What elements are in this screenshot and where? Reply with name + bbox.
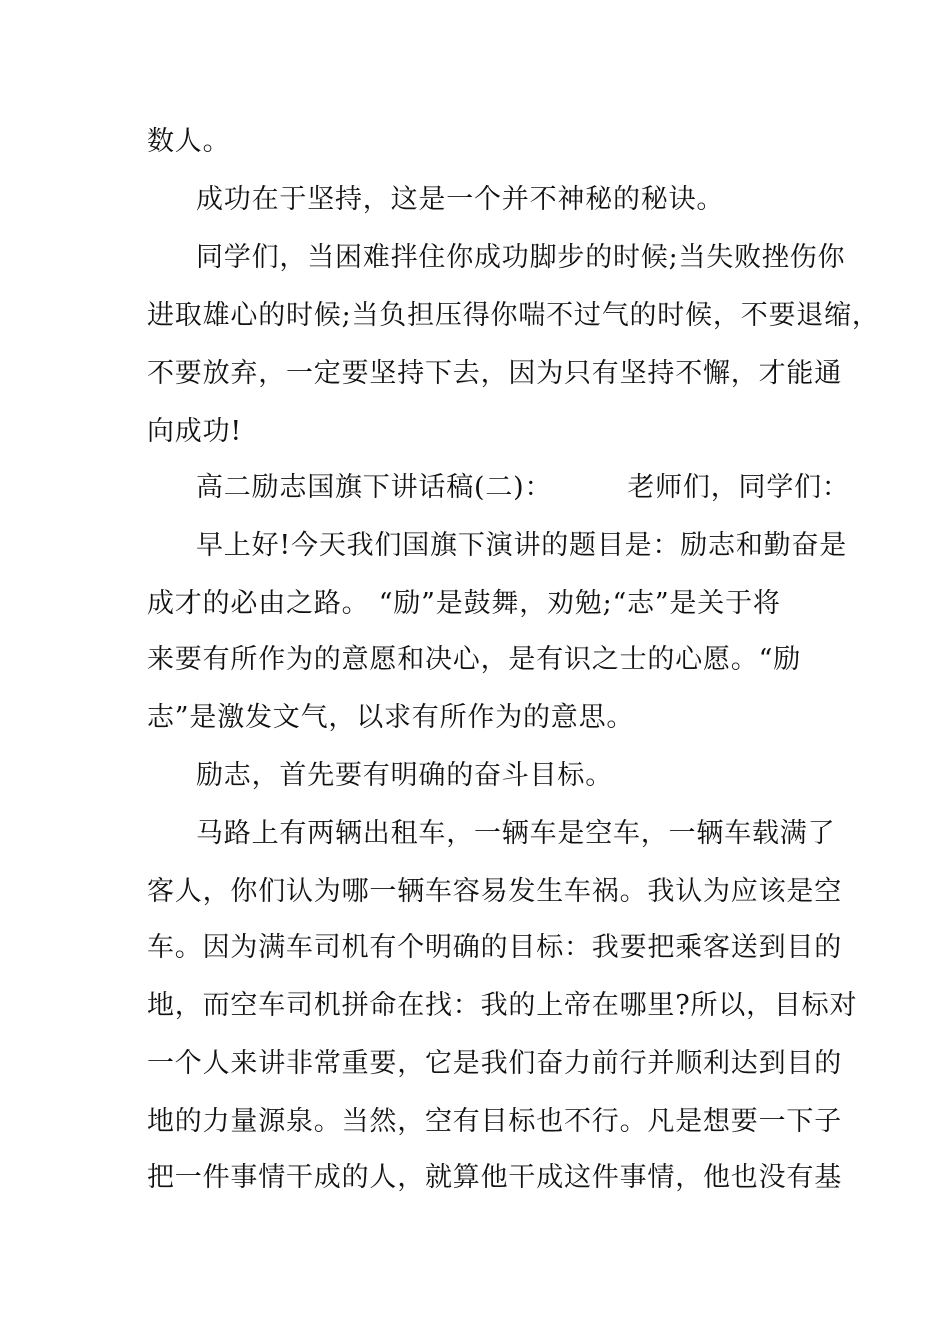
text-line: 车。因为满车司机有个明确的目标：我要把乘客送到目的	[147, 932, 842, 963]
text-line: 客人，你们认为哪一辆车容易发生车祸。我认为应该是空	[147, 876, 842, 907]
text-line: 向成功!	[147, 416, 243, 447]
paragraph-first-line: 早上好!今天我们国旗下演讲的题目是：励志和勤奋是	[196, 530, 848, 561]
text-line: 来要有所作为的意愿和决心，是有识之士的心愿。“励	[147, 644, 802, 675]
paragraph-first-line: 马路上有两辆出租车，一辆车是空车，一辆车载满了	[196, 818, 836, 849]
paragraph-first-line: 成功在于坚持，这是一个并不神秘的秘诀。	[196, 184, 725, 215]
text-line: 数人。	[147, 126, 231, 157]
text-line: 一个人来讲非常重要，它是我们奋力前行并顺利达到目的	[147, 1048, 842, 1079]
text-line: 把一件事情干成的人，就算他干成这件事情，他也没有基	[147, 1162, 842, 1193]
text-line: 进取雄心的时候;当负担压得你喘不过气的时候，不要退缩，	[147, 300, 880, 331]
text-line: 地的力量源泉。当然，空有目标也不行。凡是想要一下子	[147, 1106, 842, 1137]
text-line: 地，而空车司机拼命在找：我的上帝在哪里?所以，目标对	[147, 990, 858, 1021]
text-line: 成才的必由之路。 “励”是鼓舞，劝勉;“志”是关于将	[147, 588, 781, 619]
speech-heading: 高二励志国旗下讲话稿(二)： 老师们，同学们：	[196, 472, 850, 503]
text-line: 志”是激发文气，以求有所作为的意思。	[147, 702, 635, 733]
text-line: 不要放弃，一定要坚持下去，因为只有坚持不懈，才能通	[147, 358, 842, 389]
paragraph-first-line: 同学们，当困难拌住你成功脚步的时候;当失败挫伤你	[196, 242, 846, 273]
paragraph-first-line: 励志，首先要有明确的奋斗目标。	[196, 760, 613, 791]
